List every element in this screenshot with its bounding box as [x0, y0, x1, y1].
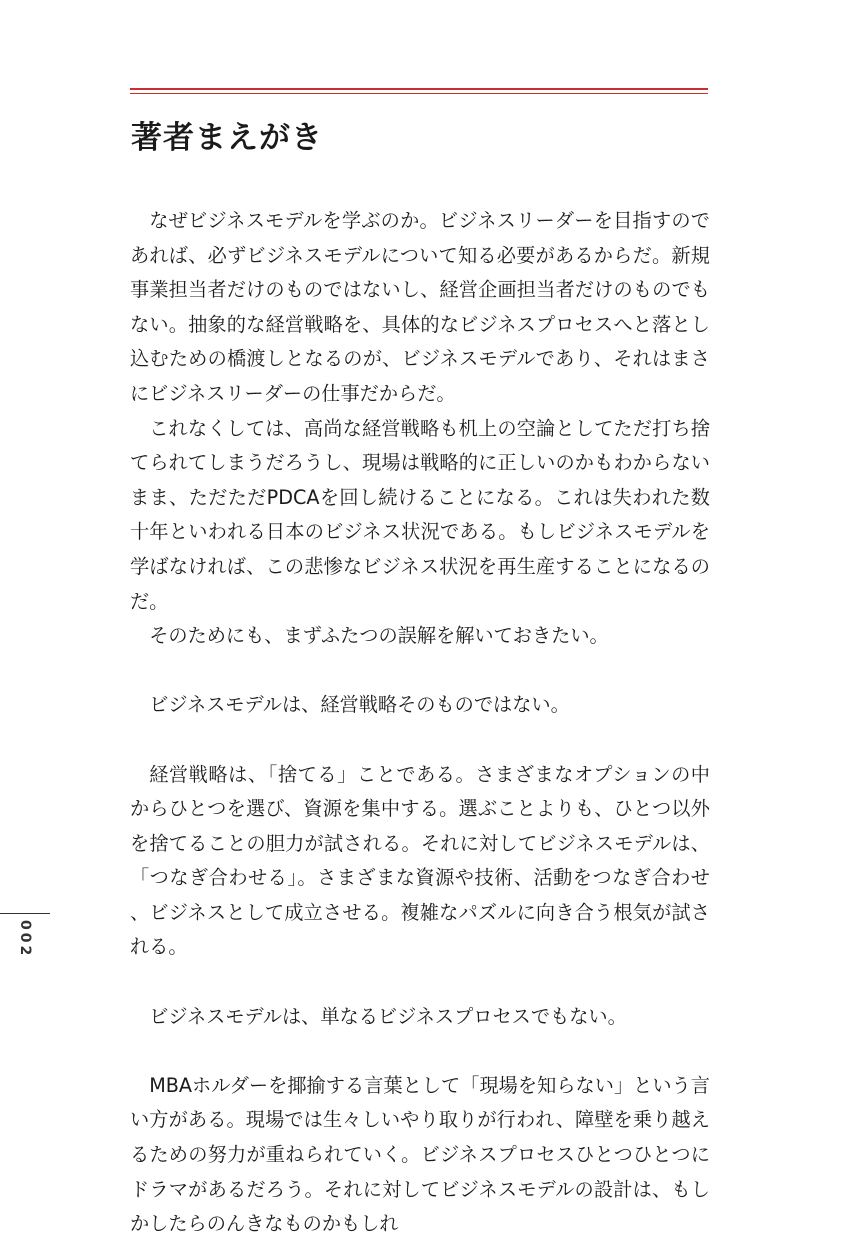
heading-statement-1: ビジネスモデルは、経営戦略そのものではない。 [149, 693, 570, 717]
heading-statement-2: ビジネスモデルは、単なるビジネスプロセスでもない。 [149, 1004, 627, 1028]
paragraph-2: これなくしては、高尚な経営戦略も机上の空論としてただ打ち捨てられてしまうだろうし、現場は戦略的に正しいのかもわからないまま、ただただPDCAを回し続けることになる。これは失われた数十年といわれる日本のビジネス状況である。もしビジネスモデルを学ばなければ、この悲惨なビジネス状況を再生産することになるのだ。 [130, 416, 710, 613]
page-title: 著者まえがき [131, 120, 323, 156]
body-text [130, 204, 710, 1242]
paragraph-1: なぜビジネスモデルを学ぶのか。ビジネスリーダーを目指すのであれば、必ずビジネスモデルについて知る必要があるからだ。新規事業担当者だけのものではないし、経営企画担当者だけのものでもない。抽象的な経営戦略を、具体的なビジネスプロセスへと落とし込むための橋渡しとなるのが、ビジネスモデルであり、それはまさにビジネスリーダーの仕事だからだ。 [130, 209, 710, 405]
paragraph-5: MBAホルダーを揶揄する言葉として「現場を知らない」という言い方がある。現場では生々しいやり取りが行われ、障壁を乗り越えるための努力が重ねられていく。ビジネスプロセスひとつひとつにドラマがあるだろう。それに対してビジネスモデルの設計は、もしかしたらのんきなものかもしれ [130, 1073, 710, 1236]
page-number-rule [0, 913, 50, 914]
paragraph-3: そのためにも、まずふたつの誤解を解いておきたい。 [149, 624, 609, 648]
header-rule-top [130, 88, 708, 90]
header-rule-bottom [130, 93, 708, 95]
header-double-rule [130, 88, 708, 97]
page-number: 002 [17, 920, 33, 959]
paragraph-4: 経営戦略は、「捨てる」ことである。さまざまなオプションの中からひとつを選び、資源を集中する。選ぶことよりも、ひとつ以外を捨てることの胆力が試される。それに対してビジネスモデルは、「つなぎ合わせる」。さまざまな資源や技術、活動をつなぎ合わせ、ビジネスとして成立させる。複雑なパズルに向き合う根気が試される。 [130, 762, 710, 959]
